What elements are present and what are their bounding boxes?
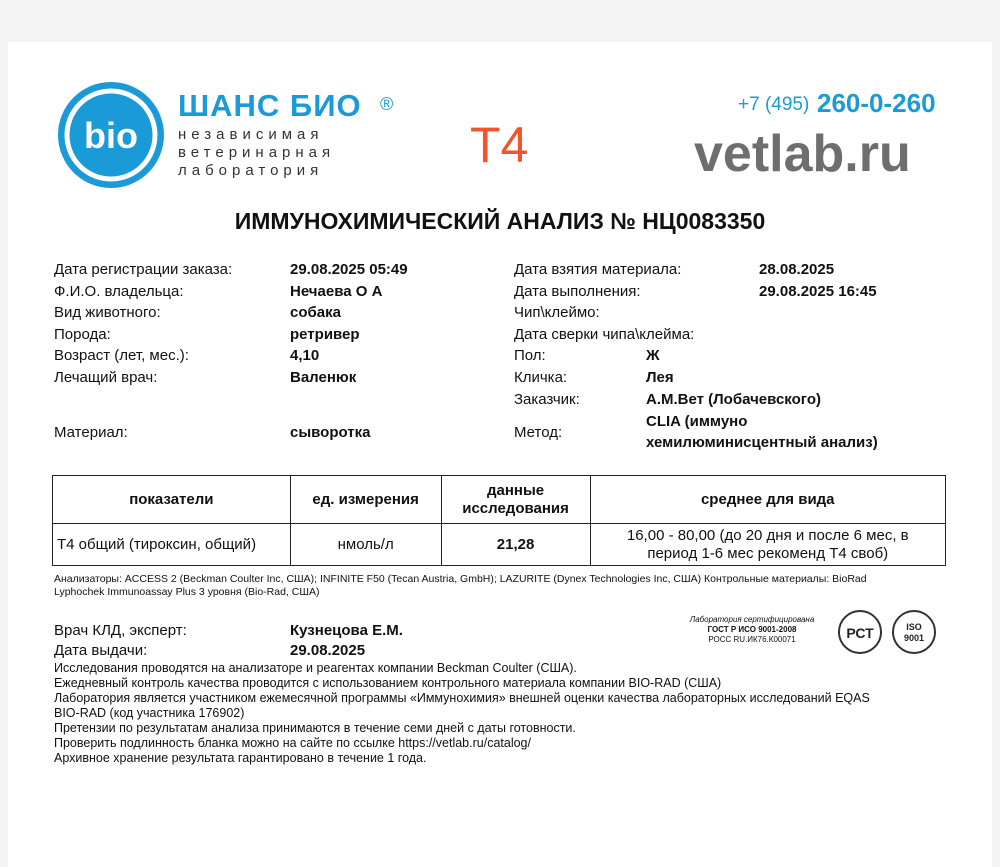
certification-line: ГОСТ Р ИСО 9001-2008 [707, 625, 797, 634]
info-label: Пол: [514, 347, 546, 364]
info-label: Дата сверки чипа\клейма: [514, 326, 695, 343]
reference-line: период 1-6 мес рекоменд Т4 своб) [647, 544, 889, 562]
info-label: Ф.И.О. владельца: [54, 283, 184, 300]
test-code: Т4 [470, 117, 529, 173]
info-value: собака [290, 304, 341, 321]
info-value: Нечаева О А [290, 283, 383, 300]
iso-mark-text: ISO [906, 622, 922, 632]
lab-report-sheet [8, 42, 992, 867]
column-header-line: исследования [462, 499, 569, 517]
indicator-cell: Т4 общий (тироксин, общий) [53, 524, 291, 566]
issue-date-value: 29.08.2025 [290, 642, 366, 659]
footer-note: Исследования проводятся на анализаторе и реагентах компании Beckman Coulter (США). [54, 661, 577, 675]
column-header [441, 476, 590, 524]
footer-note: Проверить подлинность бланка можно на сайте по ссылке https://vetlab.ru/catalog/ [54, 736, 531, 750]
info-value: Ж [646, 347, 660, 364]
website: vetlab.ru [694, 125, 911, 183]
column-header: показатели [53, 476, 291, 524]
info-label: Вид животного: [54, 304, 161, 321]
expert-value: Кузнецова Е.М. [290, 622, 403, 639]
info-label: Материал: [54, 424, 128, 441]
info-label: Кличка: [514, 369, 568, 386]
bio-logo-icon [58, 82, 164, 188]
phone-prefix: +7 (495) [738, 94, 810, 115]
info-value: Лея [646, 369, 674, 386]
info-value: Валенюк [290, 369, 357, 386]
footer-note: Архивное хранение результата гарантировано в течение 1 года. [54, 751, 427, 765]
footer-note: Ежедневный контроль качества проводится с использованием контрольного материала компании BIO-RAD (США) [54, 676, 722, 690]
footer-note: Лаборатория является участником ежемесячной программы «Иммунохимия» внешней оценки качества лабораторных исследований EQAS [54, 691, 870, 705]
brand-subtitle-line: независимая [178, 126, 324, 143]
info-label: Дата выполнения: [514, 283, 641, 300]
document-title: ИММУНОХИМИЧЕСКИЙ АНАЛИЗ № НЦ0083350 [234, 208, 766, 234]
info-value: 4,10 [290, 347, 320, 364]
info-value: 29.08.2025 16:45 [759, 283, 877, 300]
column-header: среднее для вида [590, 476, 945, 524]
reference-cell [590, 524, 945, 566]
logo-text: bio [84, 115, 138, 156]
info-label: Метод: [514, 424, 563, 441]
registered-mark: ® [380, 94, 394, 114]
info-label: Возраст (лет, мес.): [54, 347, 189, 364]
footer-note: BIO-RAD (код участника 176902) [54, 706, 245, 720]
analyzers-note: Анализаторы: ACCESS 2 (Beckman Coulter Inc, США); INFINITE F50 (Tecan Austria, GmbH); LAZURITE (Dynex Technologies Inc, США) Контрольные материалы: BioRad [54, 573, 867, 585]
brand-subtitle-line: ветеринарная [178, 144, 336, 161]
issue-date-label: Дата выдачи: [54, 642, 148, 659]
info-label: Дата регистрации заказа: [54, 261, 233, 278]
info-value-continued: хемилюминисцентный анализ) [646, 434, 878, 451]
info-label: Порода: [54, 326, 111, 343]
info-value: А.М.Вет (Лобачевского) [646, 391, 821, 408]
info-value: 29.08.2025 05:49 [290, 261, 408, 278]
info-label: Заказчик: [514, 391, 580, 408]
reference-line: 16,00 - 80,00 (до 20 дня и после 6 мес, в [626, 526, 909, 544]
results-table [52, 475, 946, 566]
expert-label: Врач КЛД, эксперт: [54, 622, 187, 639]
footer-note: Претензии по результатам анализа принимаются в течение семи дней с даты готовности. [54, 721, 576, 735]
brand-name: ШАНС БИО [178, 88, 362, 123]
unit-cell: нмоль/л [290, 524, 441, 566]
phone-number: 260-0-260 [817, 88, 936, 118]
result-value-cell: 21,28 [441, 524, 590, 566]
info-value: сыворотка [290, 424, 371, 441]
rst-certification-mark-icon [838, 610, 882, 654]
analyzers-note: Lyphochek Immunoassay Plus 3 уровня (Bio-Rad, США) [54, 586, 320, 598]
brand-subtitle-line: лаборатория [178, 162, 324, 179]
info-value: 28.08.2025 [759, 261, 835, 278]
column-header: ед. измерения [290, 476, 441, 524]
info-label: Чип\клеймо: [514, 304, 600, 321]
info-label: Лечащий врач: [54, 369, 158, 386]
column-header-line: данные [486, 481, 545, 499]
table-header-row [53, 476, 946, 524]
certification-line: РОСС RU.ИК76.К00071 [708, 635, 796, 644]
iso-certification-mark-icon [892, 610, 936, 654]
info-value: ретривер [290, 326, 360, 343]
table-row [53, 524, 946, 566]
rst-mark-text: РСТ [846, 625, 874, 641]
certification-line: Лаборатория сертифицирована [689, 615, 815, 624]
info-label: Дата взятия материала: [514, 261, 682, 278]
info-value: CLIA (иммуно [646, 413, 748, 430]
bio-logo [58, 82, 164, 188]
iso-mark-number: 9001 [903, 633, 925, 643]
